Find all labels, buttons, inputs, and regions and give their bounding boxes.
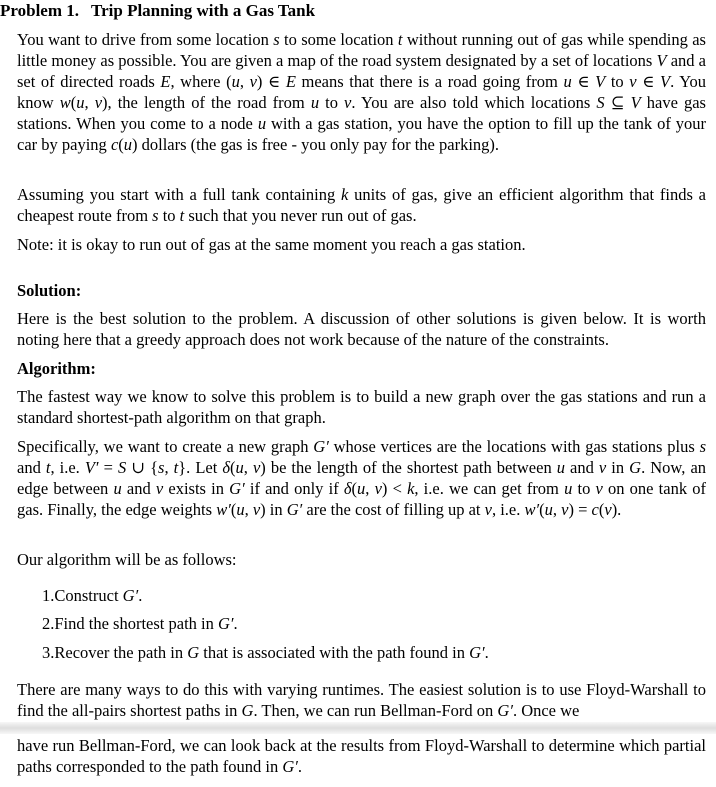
step-1-text: 1.Construct [42, 586, 119, 605]
problem-question: Assuming you start with a full tank containing k units of gas, give an efficient algorithm that finds a cheapest route from s to t such that you never run out of gas. [17, 185, 706, 225]
algorithm-specifics: Specifically, we want to create a new graph G′ whose vertices are the locations with gas stations plus s and t, i.e. V′ = S ∪ {s, t}. Let δ(u, v) be the length of the shortest path between u and v in G. Now, an edge between u and v exists in G′ if and only if δ(u, v) < k, i.e. we can get from u to v on one tank of gas. Finally, the edge weights w′(u, v) in G′ are the cost of filling up at v, i.e. w′(u, v) = c(v). [17, 437, 707, 519]
algorithm-intro: Our algorithm will be as follows: [17, 550, 237, 569]
problem-statement: You want to drive from some location s to some location t without running out of gas while spending as little money as possible. You are given a map of the road system designated by a set of locations V and a set of directed roads E, where (u, v) ∈ E means that there is a road going from u ∈ V to v ∈ V. You know w(u, v), the length of the road from u to v. You are also told which locations S ⊆ V have gas stations. When you come to a node u with a gas station, you have the option to fill up the tank of your car by paying c(u) dollars (the gas is free - you only pay for the parking). [17, 30, 707, 154]
step-3: 3.Recover the path in G that is associated with the path found in G′. [42, 643, 489, 662]
problem-name: Trip Planning with a Gas Tank [91, 1, 316, 20]
problem-title [0, 0, 716, 24]
problem-number: Problem 1. [0, 1, 80, 20]
solution-intro: Here is the best solution to the problem. A discussion of other solutions is given below. It is worth noting here that a greedy approach does not work because of the nature of the constraints. [17, 309, 706, 349]
problem-note: Note: it is okay to run out of gas at the same moment you reach a gas station. [17, 235, 526, 254]
solution-heading: Solution: [17, 281, 82, 300]
step-3-text: 3.Recover the path in [42, 643, 184, 662]
step-2-text: 2.Find the shortest path in [42, 614, 214, 633]
step-1: 1.Construct G′. [42, 586, 143, 605]
algorithm-overview: The fastest way we know to solve this problem is to build a new graph over the gas stations and run a standard shortest-path algorithm on that graph. [17, 387, 706, 427]
runtime-discussion-1: There are many ways to do this with varying runtimes. The easiest solution is to use Floyd-Warshall to find the all-pairs shortest paths in G. Then, we can run Bellman-Ford on G′. Once we [17, 680, 706, 720]
page-break [0, 722, 716, 734]
runtime-discussion-2: have run Bellman-Ford, we can look back at the results from Floyd-Warshall to determine which partial paths corresponded to the path found in G′. [17, 736, 706, 776]
algorithm-heading: Algorithm: [17, 359, 96, 378]
step-2: 2.Find the shortest path in G′. [42, 614, 238, 633]
